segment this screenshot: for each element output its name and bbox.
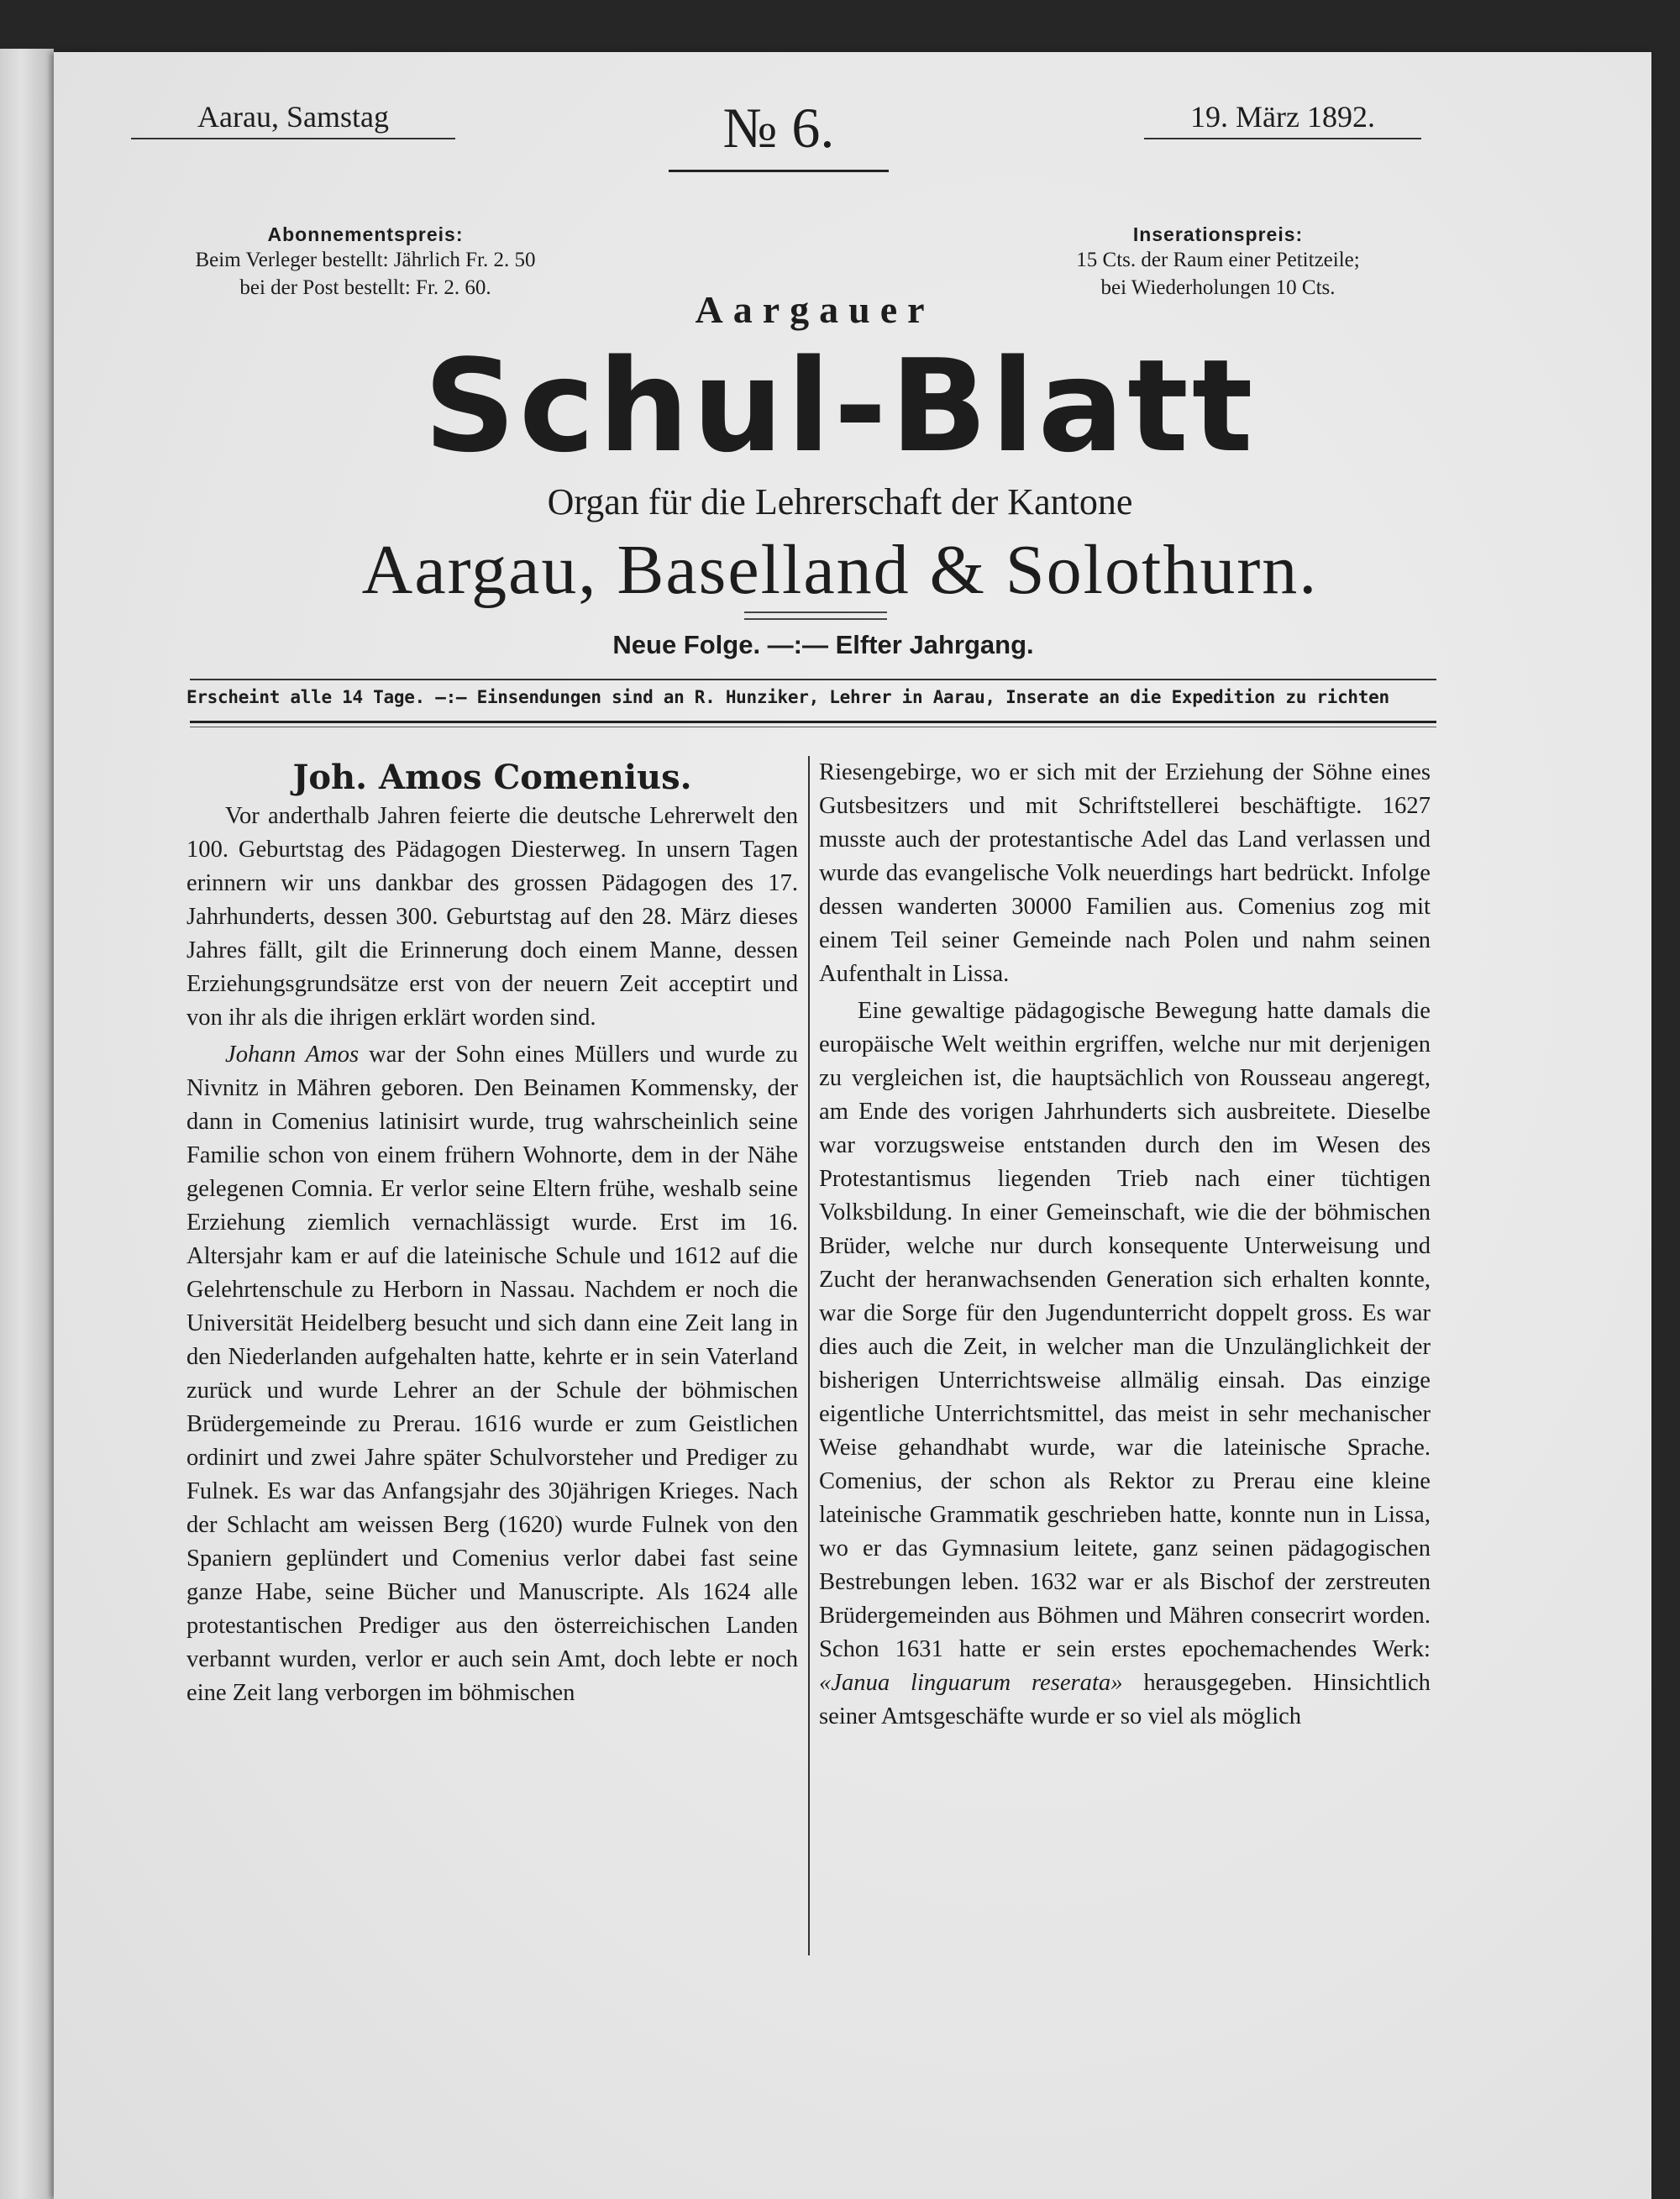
column-divider: [808, 756, 810, 1955]
right-column: [819, 756, 1431, 1734]
article-title: Joh. Amos Comenius.: [292, 758, 692, 797]
left-paragraph-2: [186, 1038, 798, 1710]
insertion-title: Inserationspreis:: [1132, 223, 1304, 245]
right-paragraph-2-tail: herausgegeben. Hinsichtlich seiner Amtsgeschäfte wurde er so viel als möglich: [819, 1670, 1431, 1729]
insertion-line-2: bei Wiederholungen 10 Cts.: [1100, 276, 1336, 299]
cantons-line: Aargau, Baselland & Solothurn.: [361, 531, 1319, 609]
subscription-box: [126, 223, 605, 302]
right-paragraph-2: [819, 995, 1431, 1734]
place-day: Aarau, Samstag: [131, 99, 455, 139]
pre-title: Aargauer: [695, 288, 935, 331]
left-paragraph-1: Vor anderthalb Jahren feierte die deutsche Lehrerwelt den 100. Geburtstag des Pädagogen Diesterweg. In unsern Tagen erinnern wir uns dankbar des grossen Pädagogen des 17. Jahrhunderts, dessen 300. Geburtstag auf den 28. März dieses Jahres fällt, gilt die Erinnerung doch einem Manne, dessen Erziehungsgrundsätze erst von der neuern Zeit acceptirt und von ihr als die ihrigen erklärt worden sind.: [186, 803, 798, 1031]
subscription-line-1: Beim Verleger bestellt: Jährlich Fr. 2. 50: [195, 249, 536, 271]
header-rule-bottom: [190, 721, 1436, 727]
insertion-box: [1008, 223, 1428, 302]
masthead-title: Schul-Blatt: [423, 332, 1257, 480]
publication-info-line: Erscheint alle 14 Tage. —:— Einsendungen sind an R. Hunziker, Lehrer in Aarau, Inserate an die Expedition zu richten: [186, 687, 1389, 707]
insertion-line-1: 15 Cts. der Raum einer Petitzeile;: [1076, 249, 1360, 271]
issue-date: 19. März 1892.: [1144, 99, 1421, 139]
janua-title-italic: «Janua linguarum reserata»: [819, 1670, 1123, 1696]
left-paragraph-2-text: war der Sohn eines Müllers und wurde zu Nivnitz in Mähren geboren. Den Beinamen Kommensky, der dann in Comenius latinisirt wurde, trug wahrscheinlich seine Familie schon von einem frühern Wohnorte, dem in der Nähe gelegenen Comnia. Er verlor seine Eltern frühe, weshalb seine Erziehung ziemlich vernachlässigt wurde. Erst im 16. Altersjahr kam er auf die lateinische Schule und 1612 auf die Gelehrtenschule zu Herborn in Nassau. Nachdem er noch die Universität Heidelberg besucht und sich dann eine Zeit lang in den Niederlanden aufgehalten hatte, kehrte er in sein Vaterland zurück und wurde Lehrer an der Schule der böhmischen Brüdergemeinde zu Prerau. 1616 wurde er zum Geistlichen ordinirt und zwei Jahre später Schulvorsteher und Prediger zu Fulnek. Es war das Anfangsjahr des 30jährigen Krieges. Nach der Schlacht am weissen Berg (1620) wurde Fulnek von den Spaniern geplündert und Comenius verlor dabei fast seine ganze Habe, seine Bücher und Manuscripte. Als 1624 alle protestantischen Prediger aus den österreichischen Landen verbannt wurden, verlor er auch sein Amt, doch lebte er noch eine Zeit lang verborgen im böhmischen: [186, 1042, 798, 1706]
right-paragraph-2-text: Eine gewaltige pädagogische Bewegung hatte damals die europäische Welt weithin ergriffen, welche nur mit derjenigen zu vergleichen ist, die hauptsächlich von Rousseau angeregt, am Ende des vorigen Jahrhunderts sich ausbreitete. Dieselbe war vorzugsweise entstanden durch den im Wesen des Protestantismus liegenden Trieb nach einer tüchtigen Volksbildung. In einer Gemeinschaft, wie die der böhmischen Brüder, welche nur durch konsequente Unterweisung und Zucht der heranwachsenden Generation sich erhalten konnte, war die Sorge für den Jugendunterricht doppelt gross. Es war dies auch die Zeit, in welcher man die Unzulänglichkeit der bisherigen Unterrichtsweise allmälig einsah. Das einzige eigentliche Unterrichtsmittel, das meist in sehr mechanischer Weise gehandhabt wurde, war die lateinische Sprache. Comenius, der schon als Rektor zu Prerau eine kleine lateinische Grammatik geschrieben hatte, konnte nun in Lissa, wo er das Gymnasium leitete, ganz seinen pädagogischen Bestrebungen leben. 1632 war er als Bischof der zerstreuten Brüdergemeinden aus Böhmen und Mähren consecrirt worden. Schon 1631 hatte er sein erstes epochemachendes Werk:: [819, 998, 1431, 1662]
header-rule-top: [190, 679, 1436, 680]
ornamental-rule: [744, 611, 887, 620]
issue-number: № 6.: [669, 99, 889, 172]
page-edge: [0, 49, 54, 2199]
right-paragraph-1: Riesengebirge, wo er sich mit der Erziehung der Söhne eines Gutsbesitzers und mit Schriftstellerei beschäftigte. 1627 musste auch der protestantische Adel das Land verlassen und wurde das evangelische Volk neuerdings hart bedrückt. Infolge dessen wanderten 30000 Familien aus. Comenius zog mit einem Teil seiner Gemeinde nach Polen und nahm seinen Aufenthalt in Lissa.: [819, 759, 1431, 987]
paragraph-lead-italic: Johann Amos: [225, 1042, 360, 1068]
series-line: Neue Folge. —:— Elfter Jahrgang.: [612, 630, 1034, 659]
subscription-title: Abonnementspreis:: [267, 223, 464, 245]
subscription-line-2: bei der Post bestellt: Fr. 2. 60.: [239, 276, 491, 299]
organ-line: Organ für die Lehrerschaft der Kantone: [547, 481, 1133, 522]
left-column: [186, 756, 798, 1710]
